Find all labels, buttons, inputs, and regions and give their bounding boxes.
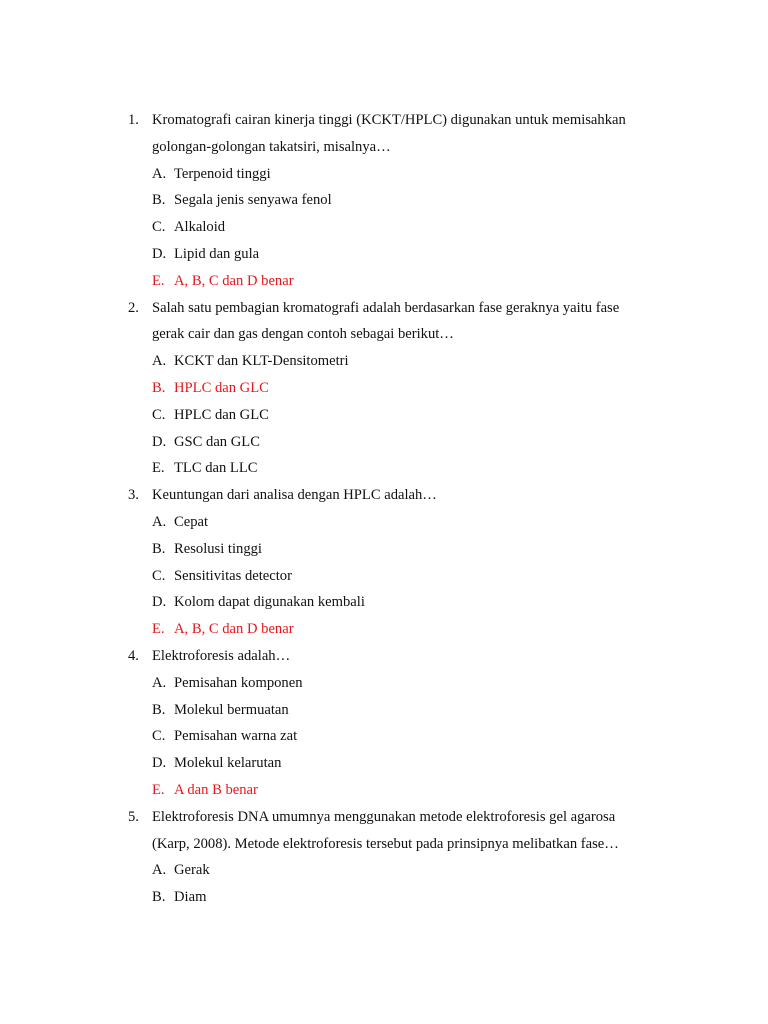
question-line — [128, 134, 688, 161]
answer-option — [152, 402, 688, 429]
option-letter: E. — [152, 781, 165, 798]
answer-option — [152, 670, 688, 697]
answer-option-correct — [152, 616, 688, 643]
question-1 — [128, 107, 688, 295]
question-number: 1. — [128, 112, 139, 128]
question-number: 4. — [128, 647, 139, 664]
question-text: Kromatografi cairan kinerja tinggi (KCKT/HPLC) digunakan untuk memisahkan — [152, 112, 626, 128]
answer-option — [152, 214, 688, 241]
question-text: gerak cair dan gas dengan contoh sebagai berikut… — [152, 326, 454, 343]
question-number: 2. — [128, 299, 139, 316]
question-text: Elektroforesis adalah… — [152, 647, 291, 664]
question-list — [128, 107, 688, 911]
question-number — [128, 321, 152, 348]
option-letter: A. — [152, 165, 167, 182]
option-letter: E. — [152, 272, 165, 289]
option-letter: B. — [152, 192, 166, 209]
question-3 — [128, 482, 688, 643]
option-letter: A. — [152, 353, 167, 370]
option-letter: A. — [152, 862, 167, 879]
answer-option — [152, 455, 688, 482]
option-text: A, B, C dan D benar — [174, 621, 294, 638]
answer-option — [152, 348, 688, 375]
option-letter: C. — [152, 406, 166, 423]
question-number: 5. — [128, 808, 139, 825]
answer-options — [128, 161, 688, 295]
answer-option-correct — [152, 375, 688, 402]
option-text: Diam — [174, 889, 207, 906]
option-text: Molekul bermuatan — [174, 701, 289, 718]
option-letter: E. — [152, 621, 165, 638]
answer-option — [152, 563, 688, 590]
option-text: TLC dan LLC — [174, 460, 258, 477]
answer-options — [128, 348, 688, 482]
question-line — [128, 831, 688, 858]
option-text: Lipid dan gula — [174, 245, 260, 262]
answer-option — [152, 697, 688, 724]
option-text: A dan B benar — [174, 781, 258, 798]
option-letter: C. — [152, 219, 166, 236]
option-text: A, B, C dan D benar — [174, 272, 294, 289]
answer-option — [152, 750, 688, 777]
answer-option — [152, 187, 688, 214]
option-letter: B. — [152, 889, 166, 906]
option-text: Pemisahan warna zat — [174, 728, 298, 745]
question-line — [128, 643, 688, 670]
question-text: Keuntungan dari analisa dengan HPLC adalah… — [152, 487, 437, 504]
option-text: Kolom dapat digunakan kembali — [174, 594, 365, 611]
question-number — [128, 134, 152, 161]
option-text: HPLC dan GLC — [174, 379, 269, 396]
option-text: Alkaloid — [174, 219, 226, 236]
answer-option — [152, 241, 688, 268]
question-number: 3. — [128, 487, 139, 504]
option-text: Segala jenis senyawa fenol — [174, 192, 332, 209]
option-letter: A. — [152, 674, 167, 691]
question-number — [128, 831, 152, 858]
question-text: Salah satu pembagian kromatografi adalah berdasarkan fase geraknya yaitu fase — [152, 299, 620, 316]
option-letter: B. — [152, 701, 166, 718]
answer-option-correct — [152, 268, 688, 295]
question-text: (Karp, 2008). Metode elektroforesis tersebut pada prinsipnya melibatkan fase… — [152, 835, 619, 852]
answer-option — [152, 884, 688, 911]
question-2 — [128, 295, 688, 483]
option-text: Terpenoid tinggi — [174, 165, 271, 182]
question-5 — [128, 804, 688, 911]
option-text: Pemisahan komponen — [174, 674, 303, 691]
option-text: Molekul kelarutan — [174, 755, 282, 772]
option-text: KCKT dan KLT-Densitometri — [174, 353, 349, 370]
option-text: Cepat — [174, 513, 209, 530]
answer-option — [152, 509, 688, 536]
answer-option — [152, 536, 688, 563]
answer-option-correct — [152, 777, 688, 804]
answer-option — [152, 857, 688, 884]
option-text: Sensitivitas detector — [174, 567, 292, 584]
option-letter: C. — [152, 567, 166, 584]
option-letter: B. — [152, 540, 166, 557]
option-letter: D. — [152, 594, 167, 611]
question-line — [128, 482, 688, 509]
answer-options — [128, 509, 688, 643]
answer-option — [152, 589, 688, 616]
option-letter: C. — [152, 728, 166, 745]
question-line — [128, 321, 688, 348]
option-letter: E. — [152, 460, 165, 477]
question-line — [128, 107, 688, 134]
answer-option — [152, 429, 688, 456]
option-text: HPLC dan GLC — [174, 406, 269, 423]
option-letter: D. — [152, 755, 167, 772]
question-text: golongan-golongan takatsiri, misalnya… — [152, 138, 391, 155]
option-text: GSC dan GLC — [174, 433, 260, 450]
question-line — [128, 804, 688, 831]
option-letter: D. — [152, 433, 167, 450]
answer-option — [152, 161, 688, 188]
answer-options — [128, 670, 688, 804]
option-letter: B. — [152, 379, 166, 396]
question-text: Elektroforesis DNA umumnya menggunakan metode elektroforesis gel agarosa — [152, 808, 616, 825]
question-4 — [128, 643, 688, 804]
answer-options — [128, 857, 688, 911]
option-text: Resolusi tinggi — [174, 540, 262, 557]
option-text: Gerak — [174, 862, 210, 879]
option-letter: A. — [152, 513, 167, 530]
question-line — [128, 295, 688, 322]
option-letter: D. — [152, 245, 167, 262]
answer-option — [152, 723, 688, 750]
